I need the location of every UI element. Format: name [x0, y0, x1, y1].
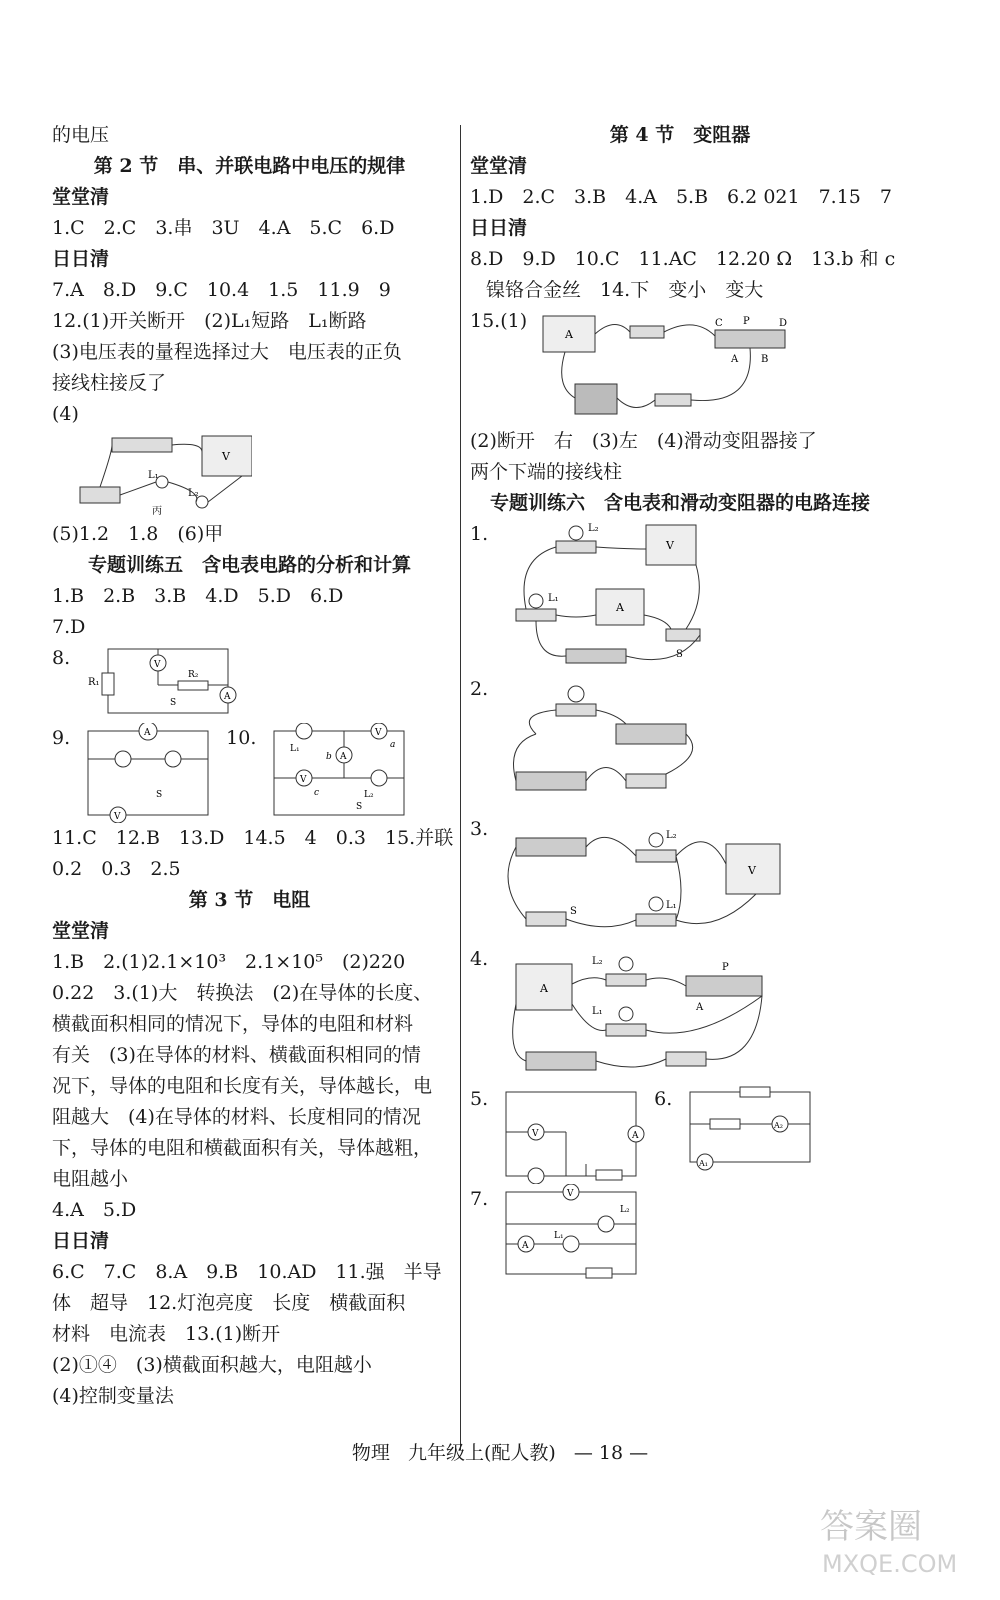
meter-label: A	[616, 601, 625, 614]
terminal-label: P	[743, 316, 750, 327]
figure-row	[470, 944, 890, 1084]
subsection-label: 堂堂清	[52, 186, 110, 208]
answer-line: 材料 电流表 13.(1)断开	[52, 1323, 281, 1345]
page-number: — 18 —	[573, 1442, 649, 1464]
resistor-label: R₂	[188, 670, 199, 680]
lamp-label: L₁	[666, 900, 677, 911]
lamp-label: L₁	[592, 1006, 603, 1017]
slider-label: P	[722, 962, 729, 973]
wire-label: 丙	[152, 506, 162, 517]
circuit-figure-15	[535, 306, 835, 426]
answer-line: 体 超导 12.灯泡亮度 长度 横截面积	[52, 1292, 406, 1314]
answer-line: 0.22 3.(1)大 转换法 (2)在导体的长度、	[52, 982, 433, 1004]
lamp-label: L₁	[554, 1231, 564, 1241]
answer-line: 电阻越小	[52, 1168, 129, 1190]
meter-label: A	[224, 692, 231, 702]
circuit-figure-1	[496, 519, 716, 674]
figure-row	[470, 306, 890, 426]
watermark-text: 答案圈	[820, 1507, 922, 1547]
subsection-label: 堂堂清	[470, 155, 528, 177]
lamp-label: L₁	[548, 593, 559, 604]
lamp-label: L₂	[592, 956, 603, 967]
question-number: 2.	[470, 678, 489, 700]
circuit-figure-4	[496, 944, 796, 1084]
section-heading: 第 3 节 电阻	[188, 889, 311, 911]
answer-line: 接线柱接反了	[52, 372, 167, 394]
figure-row	[470, 519, 890, 674]
circuit-figure-9	[78, 723, 218, 823]
meter-label: V	[375, 728, 382, 738]
voltmeter-label: V	[222, 450, 230, 463]
terminal-label: A	[731, 354, 739, 365]
answer-line: (2)断开 右 (3)左 (4)滑动变阻器接了	[470, 430, 817, 452]
subsection-label: 日日清	[470, 217, 528, 239]
circuit-figure-2	[496, 674, 716, 814]
question-number: 1.	[470, 523, 489, 545]
answer-line: (5)1.2 1.8 (6)甲	[52, 523, 224, 545]
answer-line: 阻越大 (4)在导体的材料、长度相同的情况	[52, 1106, 421, 1128]
answer-line: (4)控制变量法	[52, 1385, 174, 1407]
footer-grade: 九年级上(配人教)	[407, 1442, 556, 1464]
meter-label: A	[565, 328, 574, 341]
subsection-label: 堂堂清	[52, 920, 110, 942]
meter-label: A	[540, 982, 549, 995]
question-number: 4.	[470, 948, 489, 970]
answer-line: 有关 (3)在导体的材料、横截面积相同的情	[52, 1044, 421, 1066]
meter-tag: b	[326, 752, 333, 762]
left-column	[52, 120, 454, 1412]
question-number: 10.	[226, 727, 257, 749]
right-column	[470, 120, 896, 1284]
watermark-logo	[810, 1500, 980, 1580]
meter-label: V	[748, 864, 757, 877]
switch-label: S	[170, 698, 177, 708]
meter-label: V	[154, 660, 161, 670]
switch-label: S	[356, 802, 363, 812]
footer-subject: 物理	[351, 1442, 390, 1464]
answer-line: 横截面积相同的情况下，导体的电阻和材料	[52, 1013, 414, 1035]
answer-line: (3)电压表的量程选择过大 电压表的正负	[52, 341, 402, 363]
answer-line: 1.B 2.(1)2.1×10³ 2.1×10⁵ (2)220	[52, 951, 406, 973]
answer-line: 下，导体的电阻和横截面积有关，导体越粗，	[52, 1137, 433, 1159]
answer-line: 镍铬合金丝 14.下 变小 变大	[486, 279, 764, 301]
meter-label: V	[114, 812, 121, 822]
answer-line: 11.C 12.B 13.D 14.5 4 0.3 15.并联	[52, 827, 454, 849]
terminal-label: C	[715, 318, 723, 329]
lamp-label: L₁	[290, 744, 300, 754]
meter-tag: c	[314, 788, 320, 798]
meter-label: A₁	[699, 1159, 709, 1168]
figure-row	[52, 723, 447, 823]
answer-line: 12.(1)开关断开 (2)L₁短路 L₁断路	[52, 310, 367, 332]
meter-label: V	[300, 775, 307, 785]
answer-line: 况下，导体的电阻和长度有关，导体越长，电	[52, 1075, 433, 1097]
question-number: 6.	[654, 1088, 673, 1110]
answer-line: 8.D 9.D 10.C 11.AC 12.20 Ω 13.b 和 c	[470, 248, 896, 270]
terminal-label: B	[761, 354, 769, 365]
page-footer	[0, 1438, 1000, 1465]
answer-line: (4)	[52, 403, 79, 425]
figure-row	[470, 814, 890, 944]
lamp-label: L₁	[148, 470, 159, 481]
lamp-label: L₂	[588, 523, 599, 534]
figure-row	[470, 674, 890, 814]
switch-label: S	[156, 790, 163, 800]
meter-label: A	[632, 1131, 639, 1141]
section-heading: 第 2 节 串、并联电路中电压的规律	[93, 155, 406, 177]
column-divider	[460, 125, 461, 1450]
circuit-figure-10	[264, 723, 414, 823]
meter-label: V	[567, 1189, 574, 1199]
question-number: 9.	[52, 727, 71, 749]
lamp-label: L₂	[620, 1205, 630, 1215]
answer-line: 6.C 7.C 8.A 9.B 10.AD 11.强 半导	[52, 1261, 442, 1283]
answer-line: 两个下端的接线柱	[470, 461, 623, 483]
subsection-label: 日日清	[52, 248, 110, 270]
switch-label: S	[570, 906, 577, 917]
answer-line: 4.A 5.D	[52, 1199, 137, 1221]
question-number: 3.	[470, 818, 489, 840]
lamp-label: L₂	[666, 830, 677, 841]
section-heading: 专题训练六 含电表和滑动变阻器的电路连接	[489, 492, 870, 514]
meter-label: A	[522, 1241, 529, 1251]
meter-tag: a	[390, 740, 396, 750]
circuit-figure-7	[496, 1184, 646, 1284]
answer-line: 1.B 2.B 3.B 4.D 5.D 6.D	[52, 585, 344, 607]
meter-label: A	[340, 752, 347, 762]
answer-line: 1.C 2.C 3.串 3U 4.A 5.C 6.D	[52, 217, 395, 239]
switch-label: S	[676, 649, 683, 660]
section-heading: 第 4 节 变阻器	[609, 124, 751, 146]
question-number: 5.	[470, 1088, 489, 1110]
answer-line: (2)①④ (3)横截面积越大，电阻越小	[52, 1354, 372, 1376]
question-number: 7.	[470, 1188, 489, 1210]
circuit-figure-6	[680, 1084, 820, 1174]
meter-label: V	[666, 539, 675, 552]
question-number: 15.(1)	[470, 310, 528, 332]
resistor-label: R₁	[88, 677, 100, 688]
meter-label: A	[144, 728, 151, 738]
subsection-label: 日日清	[52, 1230, 110, 1252]
figure-row	[470, 1084, 890, 1184]
figure-row	[52, 643, 447, 723]
lamp-label: L₂	[188, 488, 199, 499]
question-number: 8.	[52, 647, 71, 669]
answer-line: 7.D	[52, 616, 86, 638]
lamp-label: L₂	[364, 790, 374, 800]
terminal-label: A	[696, 1002, 704, 1013]
answer-line: 1.D 2.C 3.B 4.A 5.B 6.2 021 7.15 7	[470, 186, 892, 208]
circuit-figure-3	[496, 814, 796, 944]
watermark-url: MXQE.COM	[822, 1550, 958, 1578]
circuit-figure-8	[78, 643, 238, 723]
circuit-figure-5	[496, 1084, 646, 1184]
text-line: 的电压	[52, 124, 110, 146]
meter-label: V	[532, 1129, 539, 1139]
circuit-figure-12-4	[52, 432, 252, 517]
meter-label: A₂	[774, 1121, 784, 1130]
section-heading: 专题训练五 含电表电路的分析和计算	[87, 554, 411, 576]
figure-row	[470, 1184, 890, 1284]
terminal-label: D	[779, 318, 788, 329]
answer-line: 7.A 8.D 9.C 10.4 1.5 11.9 9	[52, 279, 391, 301]
answer-line: 0.2 0.3 2.5	[52, 858, 181, 880]
